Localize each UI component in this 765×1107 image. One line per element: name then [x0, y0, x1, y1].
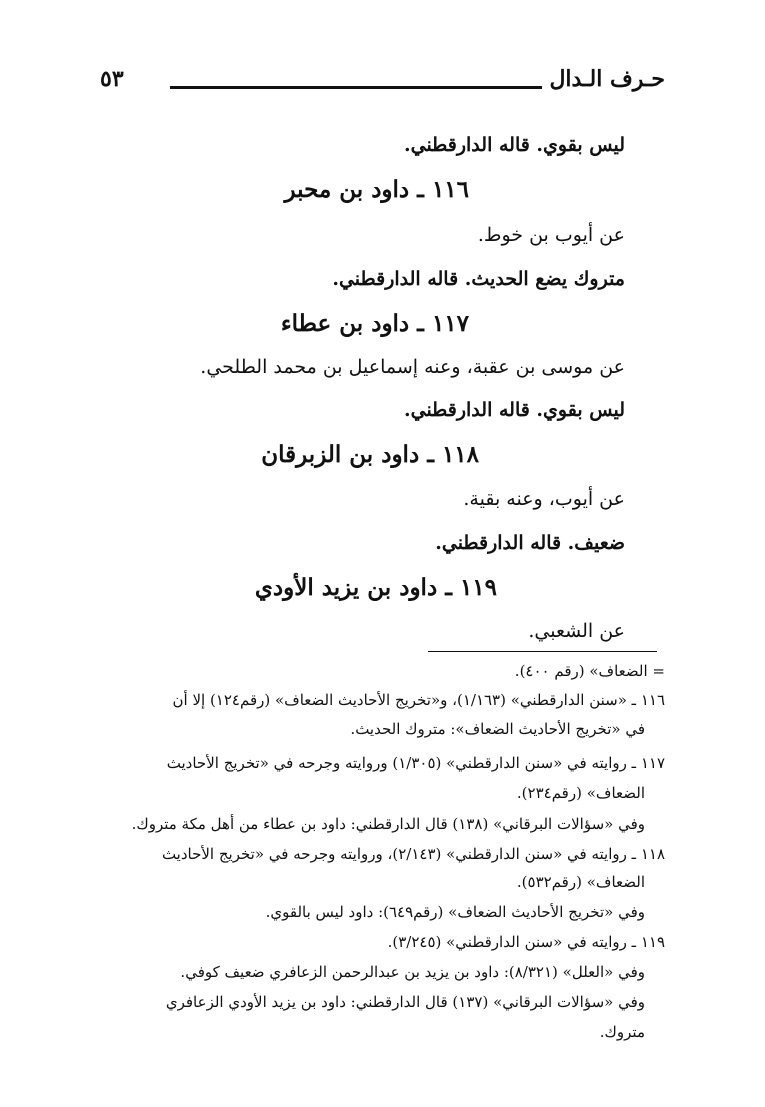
body-line: متروك يضع الحديث. قاله الدارقطني. [332, 268, 625, 290]
footnote-line: وفي «العلل» (٨/٣٢١): داود بن يزيد بن عبدالرحمن الزعافري ضعيف كوفي. [180, 963, 645, 981]
body-line: ليس بقوي. قاله الدارقطني. [404, 134, 625, 156]
footnote-line: الضعاف» (رقم٢٣٤). [516, 784, 645, 802]
footnote-line: متروك. [599, 1023, 645, 1041]
footnote-line: ١١٩ ـ روايته في «سنن الدارقطني» (٣/٢٤٥). [387, 933, 665, 951]
footnote-line: وفي «سؤالات البرقاني» (١٣٧) قال الدارقطني: داود بن يزيد الأودي الزعافري [165, 993, 645, 1011]
body-line: عن الشعبي. [528, 620, 625, 642]
body-line: عن موسى بن عقبة، وعنه إسماعيل بن محمد الطلحي. [200, 356, 625, 378]
header-rule [170, 86, 542, 89]
footnote-line: = الضعاف» (رقم ٤٠٠). [514, 662, 665, 680]
footnote-line: وفي «تخريج الأحاديث الضعاف» (رقم٦٤٩): داود ليس بالقوي. [265, 903, 645, 921]
entry-heading-116: ١١٦ ـ داود بن محبر [284, 176, 469, 203]
footnote-line: ١١٧ ـ روايته في «سنن الدارقطني» (١/٣٠٥) وروايته وجرحه في «تخريج الأحاديث [166, 754, 665, 772]
footnote-line: الضعاف» (رقم٥٣٢). [516, 873, 645, 891]
chapter-title: حـرف الـدال [549, 66, 665, 92]
body-line: عن أيوب بن خوط. [477, 224, 625, 246]
body-line: عن أيوب، وعنه بقية. [463, 488, 625, 510]
body-line: ضعيف. قاله الدارقطني. [435, 532, 625, 554]
entry-heading-117: ١١٧ ـ داود بن عطاء [280, 310, 469, 337]
entry-heading-119: ١١٩ ـ داود بن يزيد الأودي [254, 574, 497, 601]
footnote-line: في «تخريج الأحاديث الضعاف»: متروك الحديث. [350, 720, 645, 738]
footnote-line: ١١٨ ـ روايته في «سنن الدارقطني» (٢/١٤٣)، وروايته وجرحه في «تخريج الأحاديث [161, 845, 665, 863]
body-line: ليس بقوي. قاله الدارقطني. [404, 399, 625, 421]
footnote-separator [428, 651, 657, 652]
entry-heading-118: ١١٨ ـ داود بن الزبرقان [261, 441, 479, 468]
footnote-line: ١١٦ ـ «سنن الدارقطني» (١/١٦٣)، و«تخريج الأحاديث الضعاف» (رقم١٢٤) إلا أن [172, 691, 665, 709]
footnote-line: وفي «سؤالات البرقاني» (١٣٨) قال الدارقطني: داود بن عطاء من أهل مكة متروك. [131, 815, 645, 833]
page-number: ٥٣ [100, 66, 124, 92]
